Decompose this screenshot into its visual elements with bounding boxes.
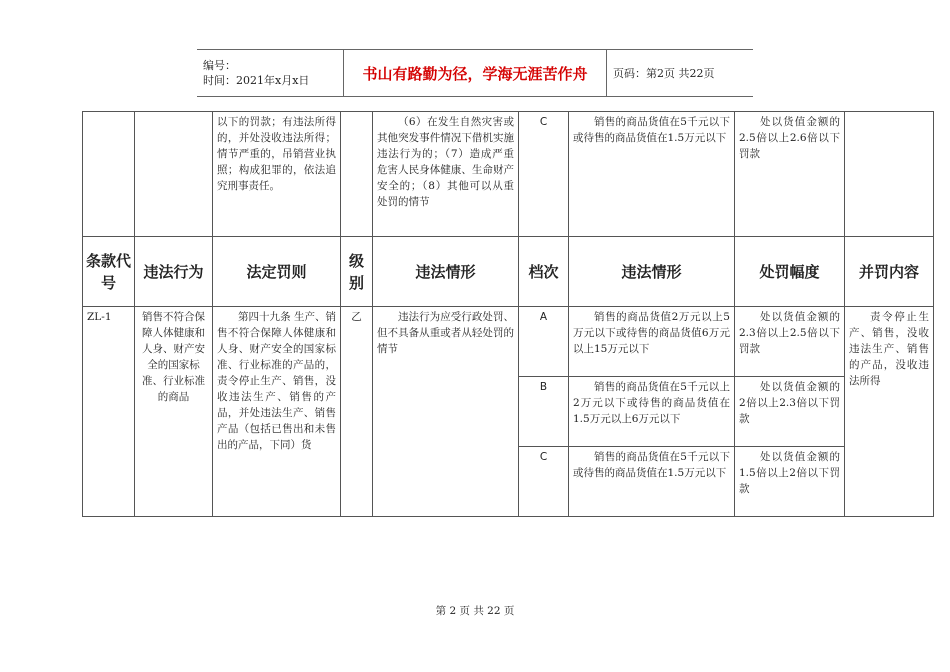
concurrent-penalty: 责令停止生产、销售，没收违法生产、销售的产品，没收违法所得 bbox=[845, 307, 934, 517]
header-meta bbox=[197, 50, 344, 97]
table-row-continued bbox=[83, 112, 934, 237]
tier-detail: 销售的商品货值2万元以上5万元以下或待售的商品货值6万元以上15万元以下 bbox=[569, 307, 735, 377]
col-header-situation: 违法情形 bbox=[373, 237, 519, 307]
tier-detail: 销售的商品货值在5千元以下或待售的商品货值在1.5万元以下 bbox=[569, 447, 735, 517]
col-header-grade: 档次 bbox=[519, 237, 569, 307]
violation-cell-empty bbox=[135, 112, 213, 237]
situation-text: 违法行为应受行政处罚、但不具备从重或者从轻处罚的情节 bbox=[373, 307, 519, 517]
col-header-detail: 违法情形 bbox=[569, 237, 735, 307]
document-date: 时间：2021年x月x日 bbox=[203, 74, 310, 87]
page-header bbox=[197, 49, 753, 97]
situation-continued: （6）在发生自然灾害或其他突发事件情况下借机实施违法行为的；（7）造成严重危害人民身体健康、生命财产安全的；（8）其他可以从重处罚的情节 bbox=[373, 112, 519, 237]
tier-range: 处以货值金额的2倍以上2.3倍以下罚款 bbox=[735, 377, 845, 447]
statutory-penalty: 第四十九条 生产、销售不符合保障人体健康和人身、财产安全的国家标准、行业标准的产品的，责令停止生产、销售，没收违法生产、销售的产品，并处违法生产、销售产品（包括已售出和未售出的产品，下同）货 bbox=[213, 307, 341, 517]
col-header-concurrent: 并罚内容 bbox=[845, 237, 934, 307]
col-header-range: 处罚幅度 bbox=[735, 237, 845, 307]
tier-detail: 销售的商品货值在5千元以上2万元以下或待售的商品货值在1.5万元以上6万元以下 bbox=[569, 377, 735, 447]
violation-text: 销售不符合保障人体健康和人身、财产安全的国家标准、行业标准的商品 bbox=[135, 307, 213, 517]
col-header-code: 条款代号 bbox=[83, 237, 135, 307]
level-cell-empty bbox=[341, 112, 373, 237]
tier-range: 处以货值金额的2.5倍以上2.6倍以下罚款 bbox=[735, 112, 845, 237]
page-footer: 第 2 页 共 22 页 bbox=[435, 605, 515, 617]
col-header-penalty: 法定罚则 bbox=[213, 237, 341, 307]
tier-grade: B bbox=[519, 377, 569, 447]
tier-range: 处以货值金额的1.5倍以上2倍以下罚款 bbox=[735, 447, 845, 517]
table-row bbox=[83, 307, 934, 377]
tier-grade: C bbox=[519, 112, 569, 237]
clause-code: ZL-1 bbox=[83, 307, 135, 517]
header-page-number: 页码：第2页 共22页 bbox=[607, 50, 754, 97]
tier-range: 处以货值金额的2.3倍以上2.5倍以下罚款 bbox=[735, 307, 845, 377]
tier-grade: C bbox=[519, 447, 569, 517]
col-header-violation: 违法行为 bbox=[135, 237, 213, 307]
concurrent-cell-empty bbox=[845, 112, 934, 237]
penalty-continued: 以下的罚款；有违法所得的，并处没收违法所得；情节严重的，吊销营业执照；构成犯罪的，依法追究刑事责任。 bbox=[213, 112, 341, 237]
table-header-row bbox=[83, 237, 934, 307]
document-number: 编号： bbox=[203, 59, 236, 72]
header-motto: 书山有路勤为径，学海无涯苦作舟 bbox=[344, 50, 607, 97]
code-cell-empty bbox=[83, 112, 135, 237]
level-value: 乙 bbox=[341, 307, 373, 517]
col-header-level: 级别 bbox=[341, 237, 373, 307]
tier-grade: A bbox=[519, 307, 569, 377]
tier-detail: 销售的商品货值在5千元以下或待售的商品货值在1.5万元以下 bbox=[569, 112, 735, 237]
penalty-table bbox=[82, 111, 934, 517]
